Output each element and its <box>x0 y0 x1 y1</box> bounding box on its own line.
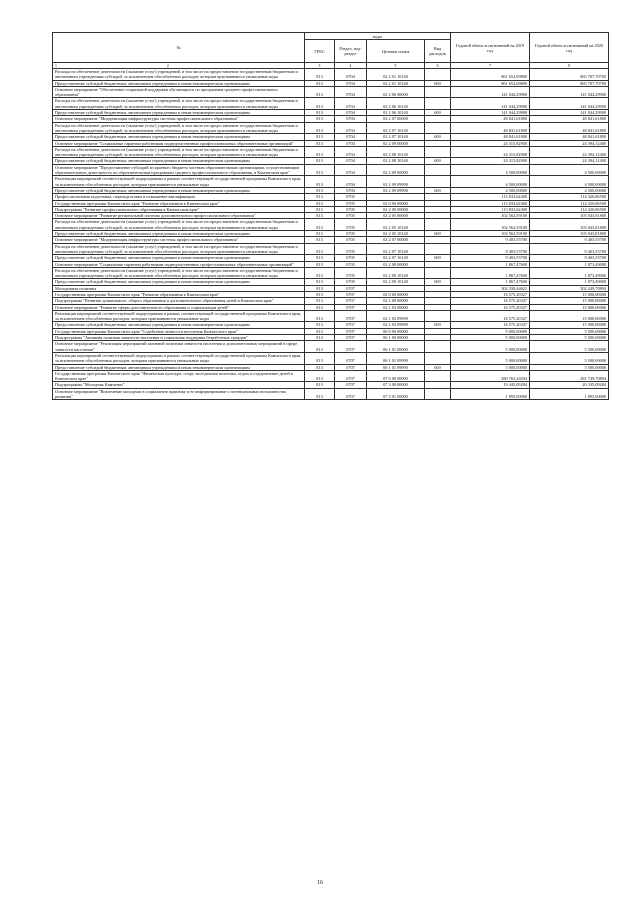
row-target-article: 07 3 01 00000 <box>367 388 425 400</box>
row-target-article: 02 1 03 00000 <box>367 304 425 310</box>
row-name: Основное мероприятие "Предоставление субсидий из краевого бюджета частным образовательным организациям, осуществляющим образовательную деятельность по образовательным программам среднего профессионального образования, в Камчатском крае" <box>53 164 305 176</box>
row-target-article: 02 0 00 00000 <box>367 291 425 297</box>
row-amount-2020: 9 403,55700 <box>530 255 609 261</box>
row-expense-type <box>425 219 451 231</box>
index-cell: 6 <box>425 63 451 69</box>
row-razdel: 0704 <box>335 140 367 146</box>
row-razdel: 0707 <box>335 322 367 328</box>
row-name: Предоставление субсидий бюджетным, автономным учреждениям и иным некоммерческим организациям <box>53 80 305 86</box>
row-amount-2020: 114 320,86500 <box>530 206 609 212</box>
row-amount-2020: 114 320,86500 <box>530 200 609 206</box>
row-grbs: 813 <box>305 255 335 261</box>
row-grbs: 813 <box>305 194 335 200</box>
row-target-article: 02 2 08 10140 <box>367 267 425 279</box>
row-grbs: 813 <box>305 291 335 297</box>
row-amount-2020: 24 394,12400 <box>530 158 609 164</box>
row-target-article: 02 1 03 09990 <box>367 310 425 322</box>
row-target-article: 02 2 08 10140 <box>367 279 425 285</box>
row-razdel: 0704 <box>335 69 367 81</box>
row-amount-2020: 15 000,00000 <box>530 304 609 310</box>
row-target-article: 02 2 07 00000 <box>367 237 425 243</box>
row-name: Основное мероприятие "Модернизация инфраструктуры системы профессионального образования" <box>53 237 305 243</box>
row-grbs: 813 <box>305 158 335 164</box>
row-amount-2019: 16 575,20327 <box>451 304 530 310</box>
row-razdel: 0707 <box>335 310 367 322</box>
row-grbs: 813 <box>305 370 335 382</box>
row-razdel: 0704 <box>335 98 367 110</box>
table-row <box>53 219 609 231</box>
header-year-2019: Годовой объем ассигнований на 2019 год <box>451 33 530 63</box>
row-razdel: 0704 <box>335 187 367 193</box>
row-amount-2020: 1 895,00000 <box>530 388 609 400</box>
row-target-article: 02 2 01 10140 <box>367 80 425 86</box>
row-razdel: 0705 <box>335 267 367 279</box>
row-amount-2019: 16 575,20327 <box>451 298 530 304</box>
row-grbs: 813 <box>305 164 335 176</box>
row-target-article: 02 2 06 10140 <box>367 110 425 116</box>
row-name: Основное мероприятие "Реализация мероприятий активной политики занятости населения и дополнительных мероприятий в сфере занятости населения" <box>53 341 305 353</box>
row-grbs: 813 <box>305 237 335 243</box>
row-target-article: 06 0 00 00000 <box>367 328 425 334</box>
row-name: Предоставление субсидий бюджетным, автономным учреждениям и иным некоммерческим организациям <box>53 158 305 164</box>
row-amount-2019: 5 000,00000 <box>451 364 530 370</box>
row-razdel: 0707 <box>335 370 367 382</box>
row-grbs: 813 <box>305 122 335 134</box>
row-amount-2020: 865 707,70700 <box>530 69 609 81</box>
row-amount-2020: 5 500,00000 <box>530 335 609 341</box>
row-expense-type <box>425 164 451 176</box>
row-amount-2020: 4 500,00000 <box>530 187 609 193</box>
row-amount-2020: 5 500,00000 <box>530 364 609 370</box>
index-cell: 8 <box>530 63 609 69</box>
row-expense-type <box>425 146 451 158</box>
row-expense-type: 600 <box>425 134 451 140</box>
row-expense-type: 600 <box>425 158 451 164</box>
row-amount-2020: 4 500,00000 <box>530 164 609 176</box>
row-target-article: 07 3 00 00000 <box>367 382 425 388</box>
header-vr: Вид расходов <box>425 40 451 63</box>
index-cell-1: 1 <box>55 63 57 68</box>
table-row <box>53 310 609 322</box>
row-amount-2019: 302 338,44621 <box>451 285 530 291</box>
row-grbs: 813 <box>305 219 335 231</box>
row-grbs: 813 <box>305 267 335 279</box>
table-row <box>53 243 609 255</box>
row-grbs: 813 <box>305 213 335 219</box>
row-amount-2019: 16 575,20327 <box>451 291 530 297</box>
table-row <box>53 352 609 364</box>
row-name: Государственная программа Камчатского края "Содействие занятости населения Камчатского края" <box>53 328 305 334</box>
row-name: Профессиональная подготовка, переподготовка и повышение квалификации <box>53 194 305 200</box>
row-amount-2020: 48 841,61800 <box>530 122 609 134</box>
row-expense-type: 600 <box>425 110 451 116</box>
row-amount-2019: 1 867,47600 <box>451 279 530 285</box>
row-amount-2019: 102 562,59100 <box>451 213 530 219</box>
row-expense-type <box>425 69 451 81</box>
row-amount-2019: 102 562,59100 <box>451 219 530 231</box>
row-amount-2019: 24 315,82900 <box>451 140 530 146</box>
budget-table-sheet <box>52 32 608 400</box>
row-name: Расходы на обеспечение деятельности (оказание услуг) учреждений, в том числе на предоставление государственным бюджетным и автономным учреждениям субсидий, за исключением обособленных расходов, которым присваиваются уникальные коды <box>53 243 305 255</box>
row-amount-2019: 9 403,55700 <box>451 237 530 243</box>
row-amount-2019: 4 500,00000 <box>451 176 530 188</box>
row-grbs: 813 <box>305 261 335 267</box>
row-razdel: 0705 <box>335 279 367 285</box>
row-amount-2019: 19 445,09284 <box>451 382 530 388</box>
row-name: Предоставление субсидий бюджетным, автономным учреждениям и иным некоммерческим организациям <box>53 255 305 261</box>
row-amount-2020: 865 707,70700 <box>530 80 609 86</box>
row-name: Основное мероприятие "Социальные гарантии работникам подведомственных профессиональных образовательных организаций" <box>53 140 305 146</box>
row-amount-2019: 113 833,62400 <box>451 194 530 200</box>
row-grbs: 813 <box>305 146 335 158</box>
row-grbs: 813 <box>305 279 335 285</box>
table-row <box>53 164 609 176</box>
row-name: Расходы на обеспечение деятельности (оказание услуг) учреждений, в том числе на предоставление государственным бюджетным и автономным учреждениям субсидий, за исключением обособленных расходов, которым присваиваются уникальные коды <box>53 267 305 279</box>
row-amount-2019: 141 044,29900 <box>451 86 530 98</box>
table-row <box>53 341 609 353</box>
row-grbs: 813 <box>305 310 335 322</box>
table-row <box>53 176 609 188</box>
row-target-article: 02 2 08 10140 <box>367 146 425 158</box>
row-target-article: 06 1 01 09990 <box>367 364 425 370</box>
row-name: Основное мероприятие "Развитие региональной системы дополнительного профессионального образования" <box>53 213 305 219</box>
row-grbs: 813 <box>305 116 335 122</box>
row-name: Государственная программа Камчатского края "Развитие образования в Камчатском крае" <box>53 291 305 297</box>
row-grbs: 813 <box>305 134 335 140</box>
row-target-article: 02 2 09 09990 <box>367 176 425 188</box>
row-amount-2020: 141 044,29900 <box>530 86 609 98</box>
row-amount-2020: 141 044,29900 <box>530 110 609 116</box>
row-amount-2019: 16 575,20327 <box>451 310 530 322</box>
index-cell: 7 <box>451 63 530 69</box>
row-grbs: 813 <box>305 243 335 255</box>
row-razdel: 0704 <box>335 164 367 176</box>
row-expense-type: 600 <box>425 279 451 285</box>
header-csr: Целевая статья <box>367 40 425 63</box>
row-expense-type: 600 <box>425 255 451 261</box>
row-amount-2020: 20 335,09284 <box>530 382 609 388</box>
row-target-article: 06 1 01 09990 <box>367 352 425 364</box>
row-amount-2019: 861 652,69800 <box>451 80 530 86</box>
row-target-article: 02 1 00 00000 <box>367 298 425 304</box>
row-name: Реализация мероприятий соответствующей подпрограммы в рамках соответствующей государственной программы Камчатского края, за исключением обособленных расходов, которым присваиваются уникальные коды <box>53 176 305 188</box>
row-name: Основное мероприятие "Модернизация инфраструктуры системы профессионального образования" <box>53 116 305 122</box>
row-razdel: 0707 <box>335 304 367 310</box>
row-amount-2019: 113 833,62400 <box>451 206 530 212</box>
row-grbs: 813 <box>305 200 335 206</box>
row-amount-2019: 4 500,00000 <box>451 164 530 176</box>
row-expense-type: 600 <box>425 231 451 237</box>
row-amount-2019: 141 044,29900 <box>451 98 530 110</box>
row-target-article: 02 2 09 00000 <box>367 164 425 176</box>
row-name: Основное мероприятие "Социальные гарантии работникам подведомственных профессиональных образовательных организаций" <box>53 261 305 267</box>
row-razdel: 0707 <box>335 364 367 370</box>
table-row <box>53 388 609 400</box>
row-amount-2020: 9 403,55700 <box>530 237 609 243</box>
row-name: Государственная программа Камчатского края "Развитие образования в Камчатском крае" <box>53 200 305 206</box>
row-expense-type <box>425 352 451 364</box>
row-target-article: 02 2 07 10140 <box>367 255 425 261</box>
row-amount-2020: 1 873,49000 <box>530 279 609 285</box>
row-target-article: 02 2 09 09990 <box>367 187 425 193</box>
row-razdel: 0707 <box>335 298 367 304</box>
row-amount-2019: 113 833,62400 <box>451 200 530 206</box>
row-target-article: 02 2 08 00000 <box>367 140 425 146</box>
row-razdel: 0704 <box>335 146 367 158</box>
row-amount-2020: 5 500,00000 <box>530 341 609 353</box>
row-amount-2019: 1 867,47600 <box>451 267 530 279</box>
budget-table <box>52 32 609 400</box>
index-cell: 5 <box>367 63 425 69</box>
row-expense-type <box>425 267 451 279</box>
row-amount-2019: 16 575,20327 <box>451 322 530 328</box>
row-razdel: 0704 <box>335 86 367 98</box>
row-razdel: 0707 <box>335 335 367 341</box>
row-amount-2019: 1 867,47600 <box>451 261 530 267</box>
row-amount-2019: 9 403,55700 <box>451 243 530 255</box>
index-cell: 4 <box>335 63 367 69</box>
row-amount-2019: 24 315,82900 <box>451 146 530 158</box>
row-name: Государственная программа Камчатского края "Физическая культура, спорт, молодежная политика, отдых и оздоровление детей в Камчатском крае" <box>53 370 305 382</box>
row-amount-2019: 280 763,24294 <box>451 370 530 382</box>
row-amount-2020: 48 841,61800 <box>530 134 609 140</box>
row-expense-type: 600 <box>425 80 451 86</box>
row-razdel: 0704 <box>335 158 367 164</box>
row-razdel: 0705 <box>335 206 367 212</box>
row-name: Молодежная политика <box>53 285 305 291</box>
row-target-article: 02 2 05 10140 <box>367 231 425 237</box>
table-body <box>53 69 609 400</box>
row-razdel: 0707 <box>335 341 367 353</box>
row-target-article: 02 2 08 10140 <box>367 158 425 164</box>
row-amount-2019: 5 000,00000 <box>451 341 530 353</box>
row-target-article: 07 0 00 00000 <box>367 370 425 382</box>
row-name: Реализация мероприятий соответствующей подпрограммы в рамках соответствующей государственной программы Камчатского края, за исключением обособленных расходов, которым присваиваются уникальные коды <box>53 310 305 322</box>
row-amount-2020: 15 000,00000 <box>530 310 609 322</box>
row-name: Подпрограмма "Развитие дошкольного, общего образования и дополнительного образования детей в Камчатском крае" <box>53 298 305 304</box>
row-razdel: 0705 <box>335 255 367 261</box>
row-amount-2020: 1 873,49000 <box>530 261 609 267</box>
row-name: Расходы на обеспечение деятельности (оказание услуг) учреждений, в том числе на предоставление государственным бюджетным и автономным учреждениям субсидий, за исключением обособленных расходов, которым присваиваются уникальные коды <box>53 146 305 158</box>
row-amount-2020: 103 043,81800 <box>530 219 609 231</box>
row-grbs: 813 <box>305 352 335 364</box>
row-razdel: 0704 <box>335 122 367 134</box>
row-razdel: 0705 <box>335 200 367 206</box>
row-amount-2019: 4 500,00000 <box>451 187 530 193</box>
row-grbs: 813 <box>305 69 335 81</box>
table-row <box>53 86 609 98</box>
row-amount-2020: 15 000,00000 <box>530 291 609 297</box>
row-amount-2020: 5 500,00000 <box>530 328 609 334</box>
row-expense-type <box>425 370 451 382</box>
row-razdel: 0704 <box>335 176 367 188</box>
row-amount-2020: 1 873,49000 <box>530 267 609 279</box>
row-amount-2020: 24 394,12400 <box>530 140 609 146</box>
row-amount-2020: 103 043,81800 <box>530 213 609 219</box>
row-razdel: 0705 <box>335 213 367 219</box>
row-razdel: 0705 <box>335 219 367 231</box>
row-razdel: 0707 <box>335 352 367 364</box>
row-amount-2020: 15 000,00000 <box>530 298 609 304</box>
row-target-article: 02 2 07 10140 <box>367 243 425 255</box>
row-grbs: 813 <box>305 285 335 291</box>
row-target-article: 02 2 05 00000 <box>367 213 425 219</box>
row-razdel: 0705 <box>335 237 367 243</box>
row-amount-2020: 9 403,55700 <box>530 243 609 255</box>
row-expense-type <box>425 310 451 322</box>
row-name: Предоставление субсидий бюджетным, автономным учреждениям и иным некоммерческим организациям <box>53 364 305 370</box>
row-grbs: 813 <box>305 140 335 146</box>
row-name: Предоставление субсидий бюджетным, автономным учреждениям и иным некоммерческим организациям <box>53 322 305 328</box>
row-name: Предоставление субсидий бюджетным, автономным учреждениям и иным некоммерческим организациям <box>53 134 305 140</box>
row-amount-2019: 48 841,61800 <box>451 134 530 140</box>
header-year-2020: Годовой объем ассигнований на 2020 год <box>530 33 609 63</box>
row-grbs: 813 <box>305 335 335 341</box>
row-expense-type <box>425 388 451 400</box>
row-razdel: 0707 <box>335 388 367 400</box>
table-row <box>53 267 609 279</box>
row-grbs: 813 <box>305 328 335 334</box>
row-grbs: 813 <box>305 382 335 388</box>
row-grbs: 813 <box>305 298 335 304</box>
row-target-article: 02 2 07 00000 <box>367 116 425 122</box>
header-codes: коды <box>305 33 451 40</box>
row-grbs: 813 <box>305 322 335 328</box>
row-grbs: 813 <box>305 98 335 110</box>
row-amount-2019: 5 000,00000 <box>451 352 530 364</box>
row-name: Основное мероприятие "Обеспечение социальной поддержки обучающихся по программам среднего профессионального образования" <box>53 86 305 98</box>
row-razdel: 0705 <box>335 243 367 255</box>
row-target-article: 06 1 01 00000 <box>367 341 425 353</box>
row-amount-2019: 102 562,59100 <box>451 231 530 237</box>
row-razdel: 0704 <box>335 110 367 116</box>
row-razdel: 0705 <box>335 231 367 237</box>
table-row <box>53 69 609 81</box>
row-name: Предоставление субсидий бюджетным, автономным учреждениям и иным некоммерческим организациям <box>53 231 305 237</box>
row-amount-2019: 24 315,82900 <box>451 158 530 164</box>
row-name: Предоставление субсидий бюджетным, автономным учреждениям и иным некоммерческим организациям <box>53 187 305 193</box>
row-expense-type <box>425 86 451 98</box>
row-amount-2019: 48 841,61800 <box>451 116 530 122</box>
row-amount-2020: 281 749,70894 <box>530 370 609 382</box>
row-amount-2020: 48 841,61800 <box>530 116 609 122</box>
row-amount-2020: 302 249,70894 <box>530 285 609 291</box>
row-razdel: 0704 <box>335 116 367 122</box>
row-name: Предоставление субсидий бюджетным, автономным учреждениям и иным некоммерческим организациям <box>53 279 305 285</box>
row-grbs: 813 <box>305 341 335 353</box>
row-grbs: 813 <box>305 364 335 370</box>
header-razdel: Раздел, под- раздел <box>335 40 367 63</box>
index-cell: 3 <box>305 63 335 69</box>
table-row <box>53 122 609 134</box>
row-expense-type <box>425 98 451 110</box>
row-target-article: 02 2 00 00000 <box>367 206 425 212</box>
row-razdel: 0704 <box>335 80 367 86</box>
row-razdel: 0704 <box>335 134 367 140</box>
row-name: Предоставление субсидий бюджетным, автономным учреждениям и иным некоммерческим организациям <box>53 110 305 116</box>
row-grbs: 813 <box>305 231 335 237</box>
row-expense-type: 600 <box>425 364 451 370</box>
header-grbs: ГРБС <box>305 40 335 63</box>
row-grbs: 813 <box>305 187 335 193</box>
row-amount-2019: 9 403,55700 <box>451 255 530 261</box>
row-amount-2019: 141 044,29900 <box>451 110 530 116</box>
row-amount-2020: 114 320,86500 <box>530 194 609 200</box>
row-amount-2019: 5 000,00000 <box>451 328 530 334</box>
row-amount-2019: 5 000,00000 <box>451 335 530 341</box>
row-name: Основное мероприятие "Вовлечение молодежи в социальную практику и ее информирование о потенциальных возможностях развития" <box>53 388 305 400</box>
header-num: № <box>53 33 305 63</box>
row-target-article: 02 0 00 00000 <box>367 200 425 206</box>
row-expense-type <box>425 176 451 188</box>
row-target-article: 06 1 00 00000 <box>367 335 425 341</box>
row-razdel: 0705 <box>335 194 367 200</box>
row-grbs: 813 <box>305 110 335 116</box>
row-target-article: 02 2 08 00000 <box>367 261 425 267</box>
row-amount-2020: 24 394,12400 <box>530 146 609 158</box>
table-row <box>53 370 609 382</box>
row-razdel: 0707 <box>335 328 367 334</box>
index-cell-2: 2 <box>166 63 169 68</box>
table-row <box>53 98 609 110</box>
row-target-article: 02 1 03 09990 <box>367 322 425 328</box>
row-name: Подпрограмма "Активная политика занятости населения и социальная поддержка безработных граждан" <box>53 335 305 341</box>
row-amount-2020: 5 500,00000 <box>530 352 609 364</box>
row-amount-2020: 15 000,00000 <box>530 322 609 328</box>
row-name: Подпрограмма "Молодежь Камчатки" <box>53 382 305 388</box>
row-expense-type: 600 <box>425 187 451 193</box>
row-target-article: 02 2 06 10140 <box>367 98 425 110</box>
row-amount-2019: 1 895,00000 <box>451 388 530 400</box>
page-number: 16 <box>317 880 323 886</box>
row-name: Основное мероприятие "Развитие сферы дополнительного образования и социализации детей" <box>53 304 305 310</box>
row-name: Расходы на обеспечение деятельности (оказание услуг) учреждений, в том числе на предоставление государственным бюджетным и автономным учреждениям субсидий, за исключением обособленных расходов, которым присваиваются уникальные коды <box>53 122 305 134</box>
row-amount-2020: 4 500,00000 <box>530 176 609 188</box>
row-name: Расходы на обеспечение деятельности (оказание услуг) учреждений, в том числе на предоставление государственным бюджетным и автономным учреждениям субсидий, за исключением обособленных расходов, которым присваиваются уникальные коды <box>53 219 305 231</box>
row-razdel: 0707 <box>335 291 367 297</box>
row-amount-2019: 48 841,61800 <box>451 122 530 134</box>
row-amount-2020: 141 044,29900 <box>530 98 609 110</box>
row-target-article: 02 2 06 00000 <box>367 86 425 98</box>
row-target-article: 02 2 07 10140 <box>367 122 425 134</box>
row-grbs: 813 <box>305 304 335 310</box>
row-name: Подпрограмма "Развитие профессионального образования в Камчатском крае" <box>53 206 305 212</box>
row-amount-2019: 861 652,69800 <box>451 69 530 81</box>
row-grbs: 813 <box>305 388 335 400</box>
row-grbs: 813 <box>305 176 335 188</box>
row-expense-type <box>425 122 451 134</box>
row-target-article: 02 2 05 10140 <box>367 219 425 231</box>
row-name: Реализация мероприятий соответствующей подпрограммы в рамках соответствующей государственной программы Камчатского края, за исключением обособленных расходов, которым присваиваются уникальные коды <box>53 352 305 364</box>
row-target-article: 02 2 01 10140 <box>367 69 425 81</box>
row-expense-type: 600 <box>425 322 451 328</box>
table-row <box>53 146 609 158</box>
row-razdel: 0707 <box>335 382 367 388</box>
row-razdel: 0705 <box>335 261 367 267</box>
row-target-article: 02 2 07 10140 <box>367 134 425 140</box>
row-name: Расходы на обеспечение деятельности (оказание услуг) учреждений, в том числе на предоставление государственным бюджетным и автономным учреждениям субсидий, за исключением обособленных расходов, которым присваиваются уникальные коды <box>53 69 305 81</box>
row-amount-2020: 103 043,81800 <box>530 231 609 237</box>
row-expense-type <box>425 341 451 353</box>
row-grbs: 813 <box>305 206 335 212</box>
row-name: Расходы на обеспечение деятельности (оказание услуг) учреждений, в том числе на предоставление государственным бюджетным и автономным учреждениям субсидий, за исключением обособленных расходов, которым присваиваются уникальные коды <box>53 98 305 110</box>
row-grbs: 813 <box>305 80 335 86</box>
row-grbs: 813 <box>305 86 335 98</box>
row-razdel: 0707 <box>335 285 367 291</box>
row-expense-type <box>425 243 451 255</box>
